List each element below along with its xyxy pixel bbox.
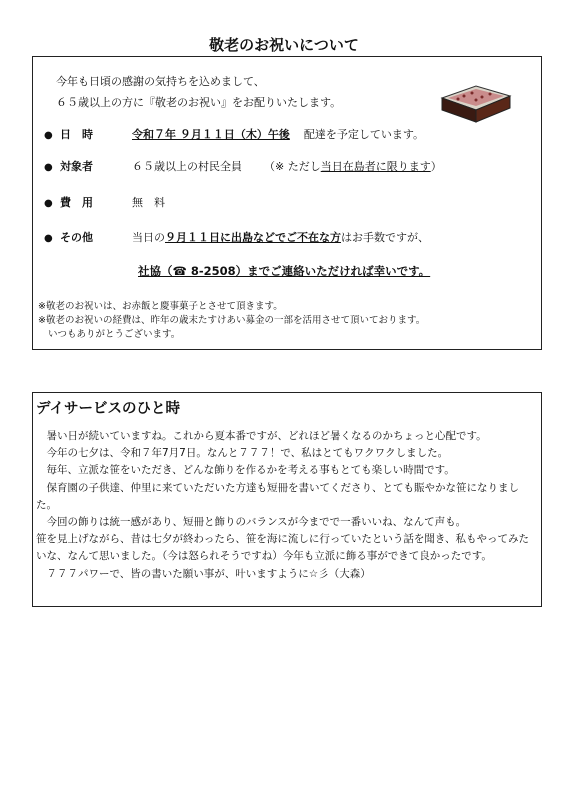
sekihan-bento-illustration — [436, 78, 514, 124]
story-paragraph: 笹を見上げながら、昔は七夕が終わったら、笹を海に流しに行っていたという話を聞き、私もやってみたいな、なんて思いました。（今は怒られそうですね）今年も立派に飾る事ができて良かったです。 — [36, 533, 529, 563]
bullet-icon: ● — [44, 130, 53, 141]
other-pre: 当日の — [132, 231, 165, 244]
note-line-3: いつもありがとうございます。 — [48, 329, 181, 340]
note-line-2: ※敬老のお祝いの経費は、昨年の歳末たすけあい募金の一部を活用させて頂いております。 — [38, 315, 426, 326]
note-line-1: ※敬老のお祝いは、お赤飯と慶事菓子とさせて頂きます。 — [38, 301, 283, 312]
story-paragraph: 暑い日が続いていますね。これから夏本番ですが、どれほど暑くなるのかちょっと心配です。 — [46, 430, 487, 442]
section2-title: デイサービスのひと時 — [36, 401, 180, 417]
notes-block — [38, 300, 425, 342]
cost-value: 無 料 — [132, 196, 165, 209]
story-paragraph: 保育園の子供達、仲里に来ていただいた方達も短冊を書いてくださり、とても賑やかな笹になりました。 — [36, 481, 519, 511]
cost-label: 費 用 — [60, 196, 93, 209]
section1-title: 敬老のお祝いについて — [209, 36, 359, 54]
row-date — [44, 126, 424, 142]
story-paragraph: 今年の七夕は、令和７年7月7日。なんと７７７！で、私はとてもワクワクしました。 — [46, 447, 449, 460]
other-underlined: ９月１１日に出島などでご不在な方 — [165, 231, 341, 244]
date-note: 配達を予定しています。 — [303, 128, 424, 141]
target-note-post: ） — [430, 160, 442, 173]
other-label: その他 — [60, 231, 93, 244]
target-value: ６５歳以上の村民全員 — [132, 160, 242, 173]
date-label: 日 時 — [60, 128, 93, 141]
row-cost — [44, 194, 165, 210]
story-paragraph: 毎年、立派な笹をいただき、どんな飾りを作るかを考える事もとても楽しい時間です。 — [46, 464, 455, 477]
row-target — [44, 158, 442, 174]
target-note-pre: （※ ただし — [264, 160, 321, 173]
bullet-icon: ● — [44, 198, 53, 209]
row-other — [44, 229, 429, 245]
contact-line: 社協（☎ 8-2508）までご連絡いただければ幸いです。 — [138, 264, 431, 278]
target-note-underlined: 当日在島者に限ります — [320, 160, 431, 173]
bullet-icon: ● — [44, 162, 53, 173]
dayservice-story — [36, 428, 536, 583]
date-value: 令和７年 ９月１１日（木）午後 — [132, 128, 290, 141]
story-paragraph: 今回の飾りは統一感があり、短冊と飾りのバランスが今までで一番いいね、なんて声も。 — [46, 516, 467, 529]
bullet-icon: ● — [44, 233, 53, 244]
story-paragraph: ７７７パワーで、皆の書いた願い事が、叶いますように☆彡（大森） — [46, 567, 371, 580]
intro-line-2: ６５歳以上の方に『敬老のお祝い』をお配りいたします。 — [56, 96, 342, 109]
intro-line-1: 今年も日頃の感謝の気持ちを込めまして、 — [56, 75, 265, 88]
target-label: 対象者 — [60, 160, 93, 173]
other-post: はお手数ですが、 — [341, 231, 429, 244]
